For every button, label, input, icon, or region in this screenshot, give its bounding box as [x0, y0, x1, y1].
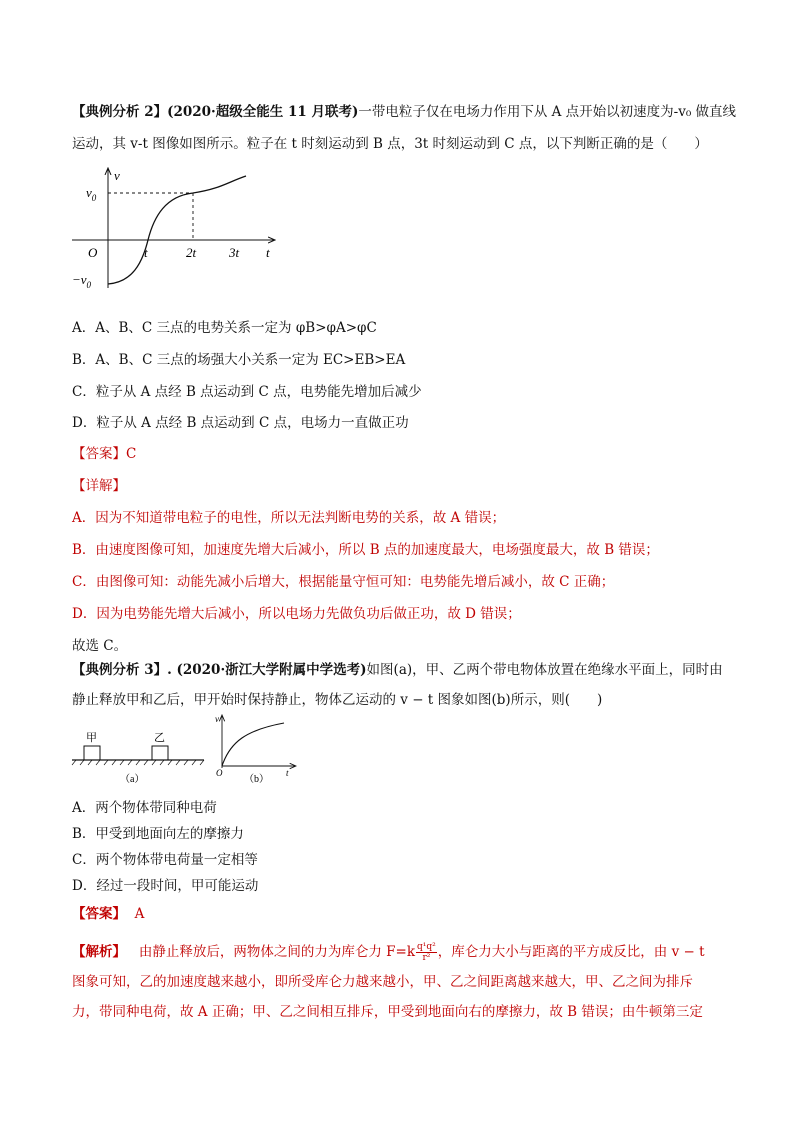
- ex2-label-t-axis: t: [266, 245, 270, 260]
- ex2-answer-value: C: [126, 446, 137, 462]
- ex3-option-a: A．两个物体带同种电荷: [72, 800, 217, 816]
- ex2-option-a: A．A、B、C 三点的电势关系一定为 φB>φA>φC: [72, 320, 377, 336]
- ex2-label-v0: $v_0$: [86, 185, 97, 203]
- ex3-fraction-num: q¹q²: [417, 942, 436, 952]
- ex3-block-jia: [84, 746, 100, 760]
- ex3-answer: [72, 902, 732, 922]
- ex3-analysis-text1a: 由静止释放后，两物体之间的力为库仑力 F=k: [138, 944, 416, 960]
- ex3-fig-a-obj2: 乙: [154, 732, 165, 744]
- ex2-stem-text1: 一带电粒子仅在电场力作用下从 A 点开始以初速度为-v₀ 做直线: [358, 104, 737, 120]
- ex3-analysis-text1b: ，库仑力大小与距离的平方成反比，由 v − t: [437, 944, 705, 960]
- ex3-fig-a-caption: （a）: [120, 774, 145, 785]
- ex3-answer-label: 【答案】: [72, 906, 126, 922]
- ex2-tick-3t: 3t: [229, 245, 240, 260]
- ex2-tick-t: t: [144, 245, 148, 260]
- ex2-detail-label: 【详解】: [72, 478, 126, 494]
- ex2-stem-line2: 运动，其 v-t 图像如图所示。粒子在 t 时刻运动到 B 点，3t 时刻运动到 C 点，以下判断正确的是（ ）: [72, 136, 708, 152]
- ex3-stem-text1: 如图(a)，甲、乙两个带电物体放置在绝缘水平面上，同时由: [366, 662, 723, 678]
- ex3-fig-b: [212, 712, 302, 788]
- ex2-option-d: D．粒子从 A 点经 B 点运动到 C 点，电场力一直做正功: [72, 415, 409, 431]
- ex2-answer: [72, 442, 732, 462]
- ex3-analysis-label: 【解析】: [72, 944, 126, 960]
- ex3-b-curve: [222, 723, 284, 766]
- ex2-label-origin: O: [88, 245, 98, 260]
- ex2-curve: [108, 176, 246, 284]
- ex2-vt-graph: [70, 160, 290, 292]
- ex3-fraction-den: r²: [422, 953, 431, 963]
- ex3-head-tag: 【典例分析 3】: [72, 662, 168, 678]
- ex2-source: (2020·超级全能生 11 月联考): [167, 104, 359, 120]
- ex3-option-d: D．经过一段时间，甲可能运动: [72, 878, 259, 894]
- ex2-detail-d: D．因为电势能先增大后减小，所以电场力先做负功后做正功，故 D 错误；: [72, 606, 521, 622]
- ex3-option-c: C．两个物体带电荷量一定相等: [72, 852, 258, 868]
- ex3-b-label-v: v: [215, 714, 219, 724]
- ex2-option-c: C．粒子从 A 点经 B 点运动到 C 点，电势能先增加后减少: [72, 384, 422, 400]
- ex3-answer-value: A: [134, 906, 145, 922]
- ex3-fig-a: [70, 730, 210, 786]
- ex2-detail-b: B．由速度图像可知，加速度先增大后减小，所以 B 点的加速度最大，电场强度最大，故 B 错误；: [72, 542, 659, 558]
- ex2-answer-label: 【答案】: [72, 446, 126, 462]
- ex3-b-label-origin: O: [216, 768, 223, 778]
- ex2-detail-c: C．由图像可知：动能先减小后增大，根据能量守恒可知：电势能先增后减小，故 C 正确；: [72, 574, 615, 590]
- ex2-label-v: v: [114, 168, 120, 183]
- ex3-block-yi: [152, 746, 168, 760]
- ex2-head-tag: 【典例分析 2】: [72, 104, 168, 120]
- ex3-source: . (2020·浙江大学附属中学选考): [167, 662, 367, 678]
- ex2-tick-2t: 2t: [186, 245, 197, 260]
- ex3-analysis-line1: [72, 940, 732, 963]
- ex3-stem-line2: 静止释放甲和乙后，甲开始时保持静止，物体乙运动的 v − t 图象如图(b)所示，则( ): [72, 692, 603, 708]
- ex3-fig-a-obj1: 甲: [86, 732, 97, 744]
- ex3-option-b: B．甲受到地面向左的摩擦力: [72, 826, 244, 842]
- ex3-b-label-t: t: [286, 768, 289, 778]
- ex2-label-neg-v0: $-v_0$: [72, 272, 92, 290]
- ex3-stem-line1: [72, 658, 732, 678]
- ex2-conclusion: 故选 C。: [72, 638, 128, 654]
- ex3-analysis-line2: 图象可知，乙的加速度越来越小，即所受库仑力越来越小，甲、乙之间距离越来越大，甲、乙之间为排斥: [72, 974, 693, 990]
- ex2-detail-a: A．因为不知道带电粒子的电性，所以无法判断电势的关系，故 A 错误；: [72, 510, 506, 526]
- ex2-stem-line1: [72, 100, 737, 120]
- ex2-option-b: B．A、B、C 三点的场强大小关系一定为 EC>EB>EA: [72, 352, 406, 368]
- ex3-ground-hatch: [72, 760, 204, 765]
- ex3-analysis-line3: 力，带同种电荷，故 A 正确；甲、乙之间相互排斥，甲受到地面向右的摩擦力，故 B 错误；由牛顿第三定: [72, 1004, 703, 1020]
- ex3-fig-b-caption: （b）: [244, 774, 269, 785]
- ex3-coulomb-fraction: [416, 942, 437, 963]
